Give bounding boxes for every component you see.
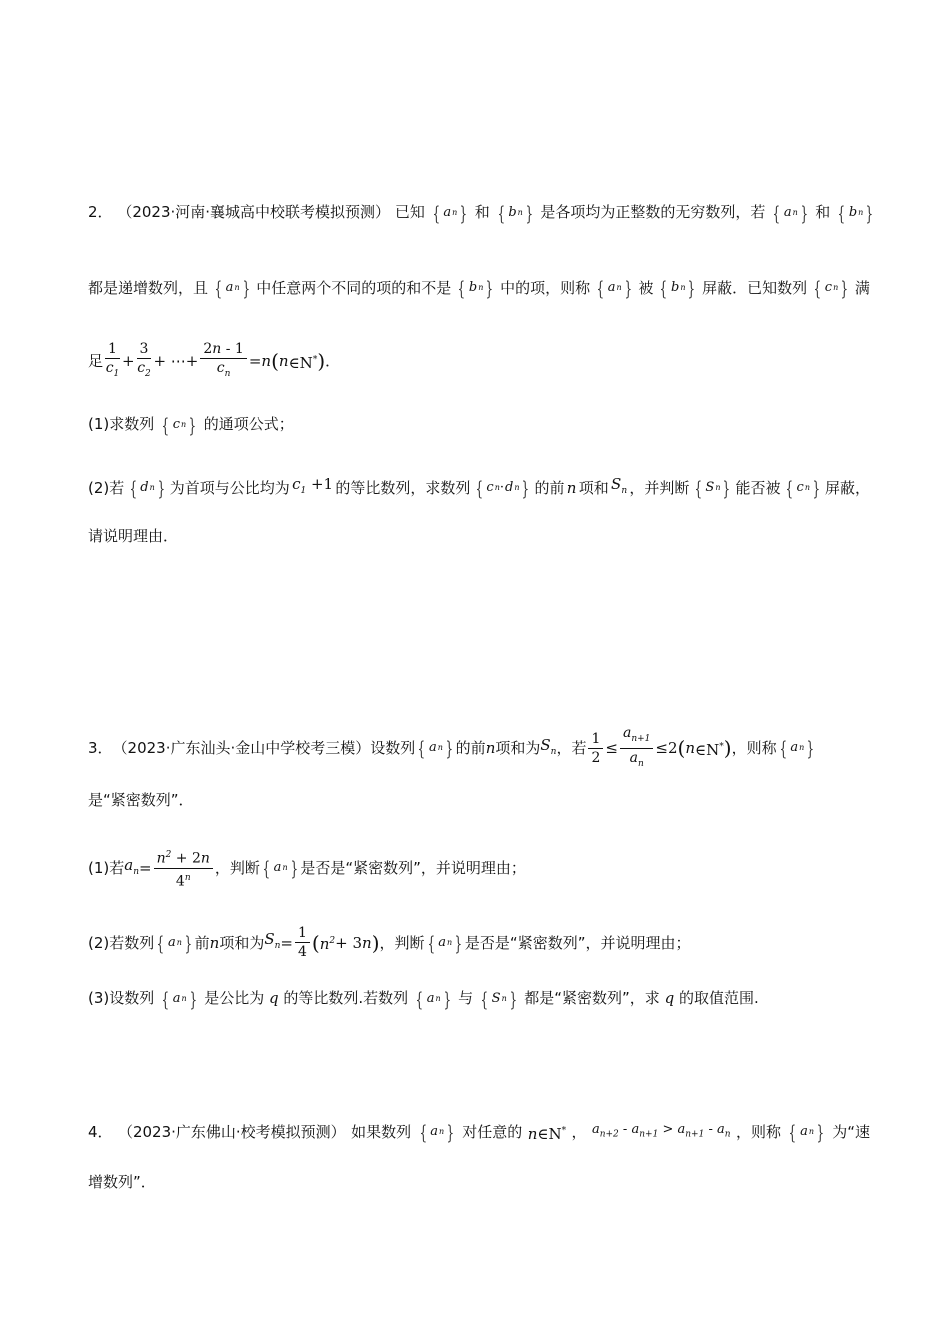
math-seq-a-n: { a n } <box>596 276 632 300</box>
math-S-n: $S_n$ <box>611 475 628 496</box>
math-seq-S-n: { S n } <box>480 986 517 1011</box>
math-a-n: $a_n$ <box>124 855 139 877</box>
math-seq-c-n: { c n } <box>785 475 821 500</box>
math-seq-a-n: { a n } <box>156 930 193 955</box>
problem-2-line-1: 2． （2023·河南·襄城高中校联考模拟预测） 已知 { a n } 和 { b n } 是各项均为正整数的无穷数列，若 { a n } 和 { b n } <box>88 200 870 225</box>
problem-number: 2． <box>88 203 113 221</box>
math-seq-d-n: { d n } <box>129 475 165 500</box>
math-frac-an1-an: $\frac{a_{n+1}}{a_n}$ <box>620 724 653 773</box>
math-seq-S-n: { S n } <box>694 475 731 500</box>
math-seq-a-n: { a n } <box>214 276 250 300</box>
problem-4-line-1: 4． （2023·广东佛山·校考模拟预测） 如果数列 { a n } 对任意的 n∈N* ， $a_{n+2} - a_{n+1} > a_{n+1} - a_n$ ，则称 { a n } 为“速 <box>88 1118 870 1147</box>
math-n-in-N: n∈N* <box>527 1124 567 1143</box>
math-S-n: $S_n$ <box>264 930 281 951</box>
problem-source: （2023·广东汕头·金山中学校考三模） <box>112 739 371 758</box>
problem-3-sub-3: (3)设数列 { a n } 是公比为 q 的等比数列.若数列 { a n } 与 { S n } 都是“紧密数列”，求 q 的取值范围. <box>88 986 759 1011</box>
math-S-n: $S_n$ <box>540 735 557 757</box>
math-seq-b-n: { b n } <box>659 276 696 300</box>
math-frac-2n-1-cn: $\frac{2n - 1}{c_n}$ <box>200 340 247 383</box>
math-seq-a-n: { a n } <box>427 930 463 955</box>
problem-number: 4． <box>88 1123 113 1142</box>
math-frac-1-2: $\frac{1}{2}$ <box>588 730 603 767</box>
math-seq-a-n: { a n } <box>262 856 298 881</box>
problem-2-sub-2-cont: 请说明理由． <box>88 527 179 545</box>
problem-3-line-1: 3． （2023·广东汕头·金山中学校考三模） 设数列 { a n } 的前 n 项和为 $S_n$ ，若 $\frac{1}{2}$ ≤ $\frac{a_{n+1}}{a_n}$ ≤2 ( n ∈N* ) ，则称 { a n } <box>88 724 870 773</box>
problem-2-sub-1: (1)求数列 { c n } 的通项公式； <box>88 412 294 437</box>
math-seq-a-n: { a n } <box>415 986 451 1011</box>
problem-4-line-2: 增数列”． <box>88 1173 156 1191</box>
math-seq-a-n: { a n } <box>417 736 454 761</box>
problem-number: 3． <box>88 739 113 758</box>
problem-3-sub-2: (2)若数列 { a n } 前 n 项和为 $S_n$ = $\frac{1}{4}$ ( $n^2$ + 3 n ) ，判断 { a n } 是否是“紧密数列”，并说明理由； <box>88 925 691 960</box>
math-frac-3-c2: $\frac{3}{c_2}$ <box>137 341 151 379</box>
math-seq-a-n: { a n } <box>432 200 468 225</box>
math-seq-a-n: { a n } <box>772 200 808 225</box>
problem-source: （2023·河南·襄城高中校联考模拟预测） <box>117 203 391 221</box>
math-seq-b-n: { b n } <box>837 200 874 225</box>
math-inequality: $a_{n+2} - a_{n+1} > a_{n+1} - a_n$ <box>591 1122 731 1140</box>
math-frac-n2-2n-4n: $\frac{n^2 + 2n}{4^n}$ <box>154 846 213 890</box>
math-seq-a-n: { a n } <box>161 986 197 1011</box>
math-seq-cn-dn: { c n · d n } <box>475 475 530 500</box>
math-seq-a-n: { a n } <box>779 736 815 761</box>
math-seq-c-n: { c n } <box>813 276 849 300</box>
problem-source: （2023·广东佛山·校考模拟预测） <box>117 1123 346 1142</box>
math-seq-a-n: { a n } <box>419 1120 455 1145</box>
problem-3-line-2: 是“紧密数列”． <box>88 791 194 809</box>
math-seq-c-n: { c n } <box>161 412 197 437</box>
problem-2-line-2: 都是递增数列，且 { a n } 中任意两个不同的项的和不是 { b n } 中的项，则称 { a n } 被 { b n } 屏蔽．已知数列 { c n } 满 <box>88 276 870 300</box>
math-seq-b-n: { b n } <box>457 276 494 300</box>
math-frac-1-4: $\frac{1}{4}$ <box>295 924 310 961</box>
problem-2-line-3: 足 $\frac{1}{c_1}$ + $\frac{3}{c_2}$ + ⋯+ $\frac{2n - 1}{c_n}$ = n ( n ∈N* ) ． <box>88 340 870 383</box>
problem-3-sub-1: (1)若 $a_n$ = $\frac{n^2 + 2n}{4^n}$ ，判断 { a n } 是否是“紧密数列”，并说明理由； <box>88 846 870 890</box>
math-frac-1-c1: $\frac{1}{c_1}$ <box>105 341 120 379</box>
problem-2-sub-2: (2)若 { d n } 为首项与公比均为 $c_1 +1$ 的等比数列，求数列 { c n · d n } 的前 n 项和 $S_n$ ，并判断 { S n } 能否被 { c n } 屏蔽， <box>88 472 870 503</box>
math-c1-plus-1: $c_1 +1$ <box>292 475 334 496</box>
math-seq-b-n: { b n } <box>497 200 533 225</box>
math-seq-a-n: { a n } <box>788 1120 825 1145</box>
